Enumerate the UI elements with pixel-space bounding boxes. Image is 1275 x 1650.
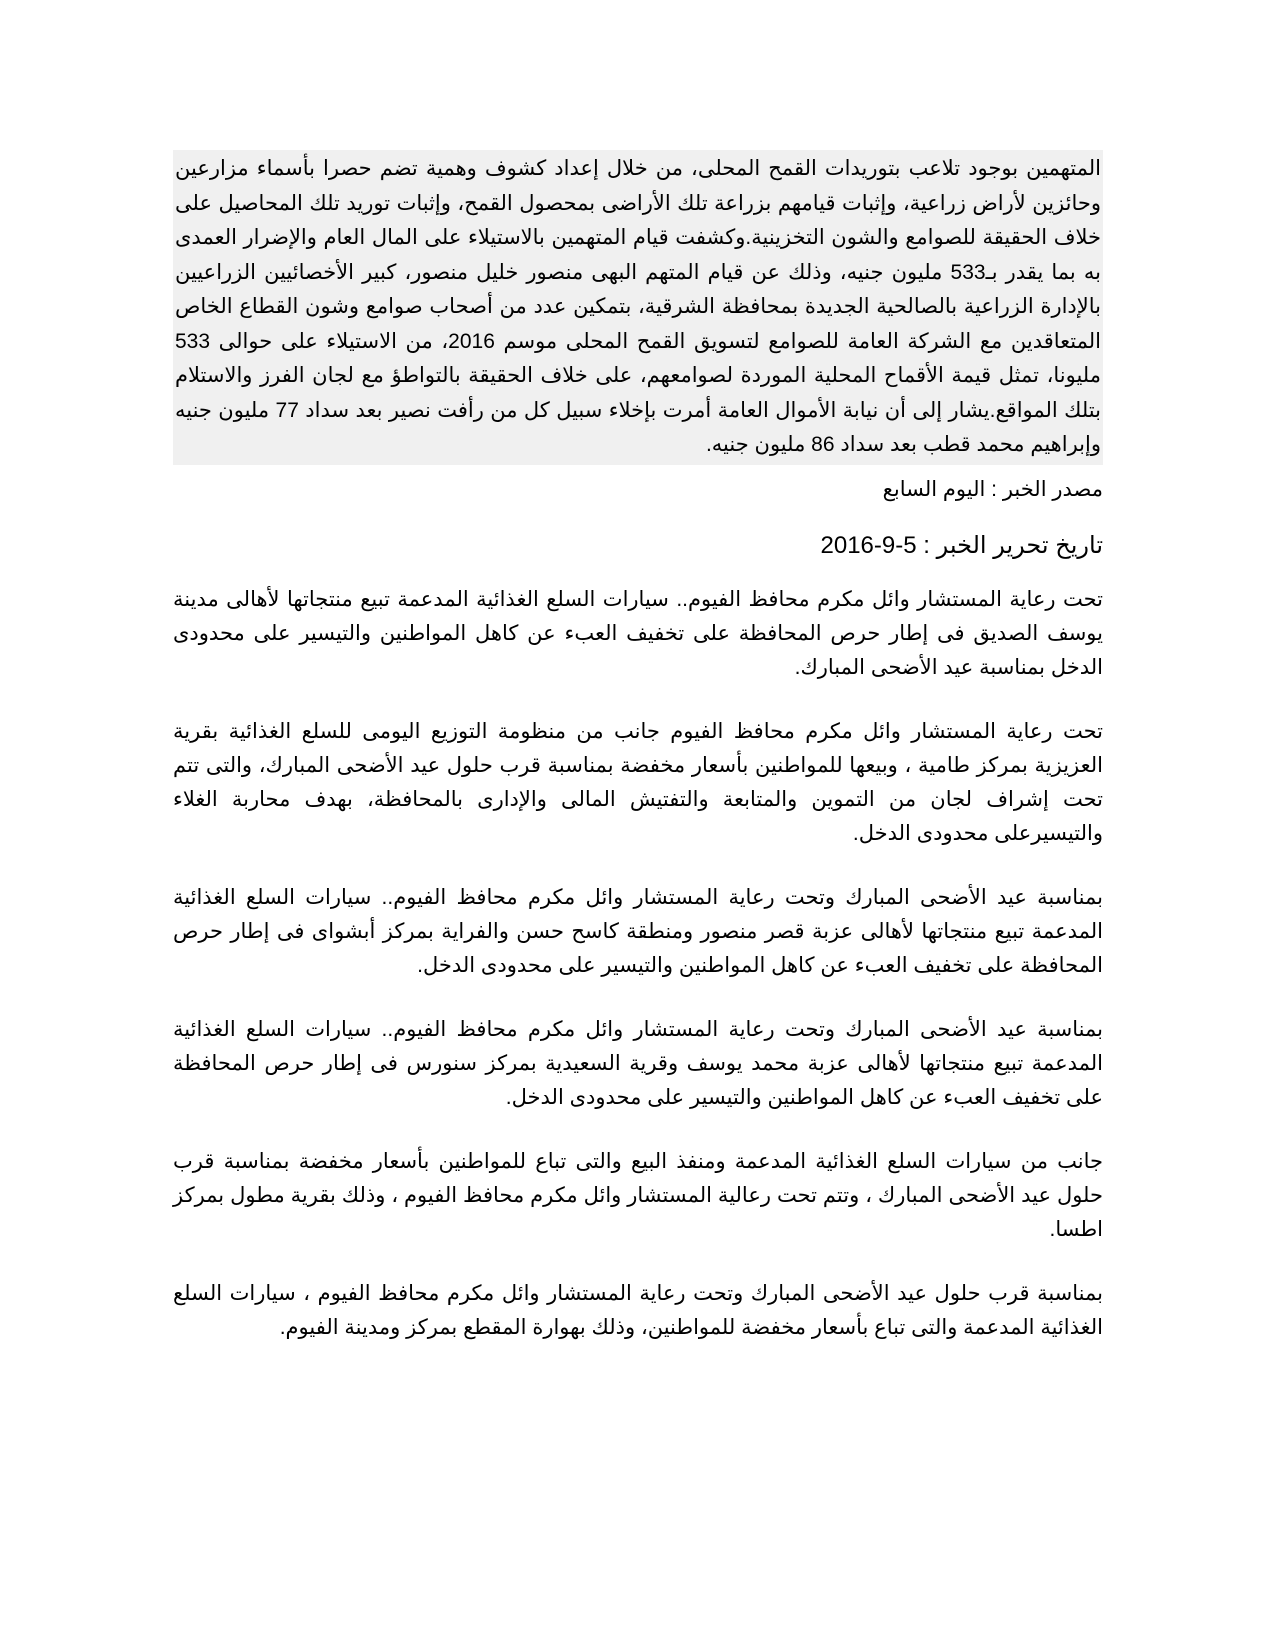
- news-paragraph: بمناسبة عيد الأضحى المبارك وتحت رعاية المستشار وائل مكرم محافظ الفيوم.. سيارات السلع الغذائية المدعمة تبيع منتجاتها لأهالى عزبة قصر منصور ومنطقة كاسح حسن والفراية بمركز أبشواى فى إطار حرص المحافظة على تخفيف العبء عن كاهل المواطنين والتيسير على محدودى الدخل.: [173, 885, 1103, 977]
- article-body: المتهمين بوجود تلاعب بتوريدات القمح المحلى، من خلال إعداد كشوف وهمية تضم حصرا بأسماء مزارعين وحائزين لأراض زراعية، وإثبات قيامهم بزراعة تلك الأراضى بمحصول القمح، وإثبات توريد تلك المحاصيل على خلاف الحقيقة للصوامع والشون التخزينية.وكشفت قيام المتهمين بالاستيلاء على المال العام والإضرار العمدى به بما يقدر بـ533 مليون جنيه، وذلك عن قيام المتهم البهى منصور خليل منصور، كبير الأخصائيين الزراعيين بالإدارة الزراعية بالصالحية الجديدة بمحافظة الشرقية، بتمكين عدد من أصحاب صوامع وشون القطاع الخاص المتعاقدين مع الشركة العامة للصوامع لتسويق القمح المحلى موسم 2016، من الاستيلاء على حوالى 533 مليونا، تمثل قيمة الأقماح المحلية الموردة لصوامعهم، على خلاف الحقيقة بالتواطؤ مع لجان الفرز والاستلام بتلك المواقع.يشار إلى أن نيابة الأموال العامة أمرت بإخلاء سبيل كل من رأفت نصير بعد سداد 77 مليون جنيه وإبراهيم محمد قطب بعد سداد 86 مليون جنيه.: [173, 150, 1103, 465]
- news-paragraph: تحت رعاية المستشار وائل مكرم محافظ الفيوم.. سيارات السلع الغذائية المدعمة تبيع منتجاتها لأهالى مدينة يوسف الصديق فى إطار حرص المحافظة على تخفيف العبء عن كاهل المواطنين والتيسير على محدودى الدخل بمناسبة عيد الأضحى المبارك.: [173, 587, 1103, 679]
- news-paragraph: بمناسبة قرب حلول عيد الأضحى المبارك وتحت رعاية المستشار وائل مكرم محافظ الفيوم ، سيارات السلع الغذائية المدعمة والتى تباع بأسعار مخفضة للمواطنين، وذلك بهوارة المقطع بمركز ومدينة الفيوم.: [173, 1281, 1103, 1339]
- document-page: [173, 150, 1103, 1375]
- news-source: مصدر الخبر : اليوم السابع: [882, 477, 1103, 501]
- news-date: تاريخ تحرير الخبر : 5-9-2016: [820, 531, 1103, 559]
- news-list: [173, 583, 1103, 1345]
- news-paragraph: جانب من سيارات السلع الغذائية المدعمة ومنفذ البيع والتى تباع للمواطنين بأسعار مخفضة بمناسبة قرب حلول عيد الأضحى المبارك ، وتتم تحت رعالية المستشار وائل مكرم محافظ الفيوم ، وذلك بقرية مطول بمركز اطسا.: [173, 1149, 1103, 1241]
- news-paragraph: بمناسبة عيد الأضحى المبارك وتحت رعاية المستشار وائل مكرم محافظ الفيوم.. سيارات السلع الغذائية المدعمة تبيع منتجاتها لأهالى عزبة محمد يوسف وقرية السعيدية بمركز سنورس فى إطار حرص المحافظة على تخفيف العبء عن كاهل المواطنين والتيسير على محدودى الدخل.: [173, 1017, 1103, 1109]
- news-paragraph: تحت رعاية المستشار وائل مكرم محافظ الفيوم جانب من منظومة التوزيع اليومى للسلع الغذائية بقرية العزيزية بمركز طامية ، وبيعها للمواطنين بأسعار مخفضة بمناسبة قرب حلول عيد الأضحى المبارك، والتى تتم تحت إشراف لجان من التموين والمتابعة والتفتيش المالى والإدارى بالمحافظة، بهدف محاربة الغلاء والتيسيرعلى محدودى الدخل.: [173, 719, 1103, 845]
